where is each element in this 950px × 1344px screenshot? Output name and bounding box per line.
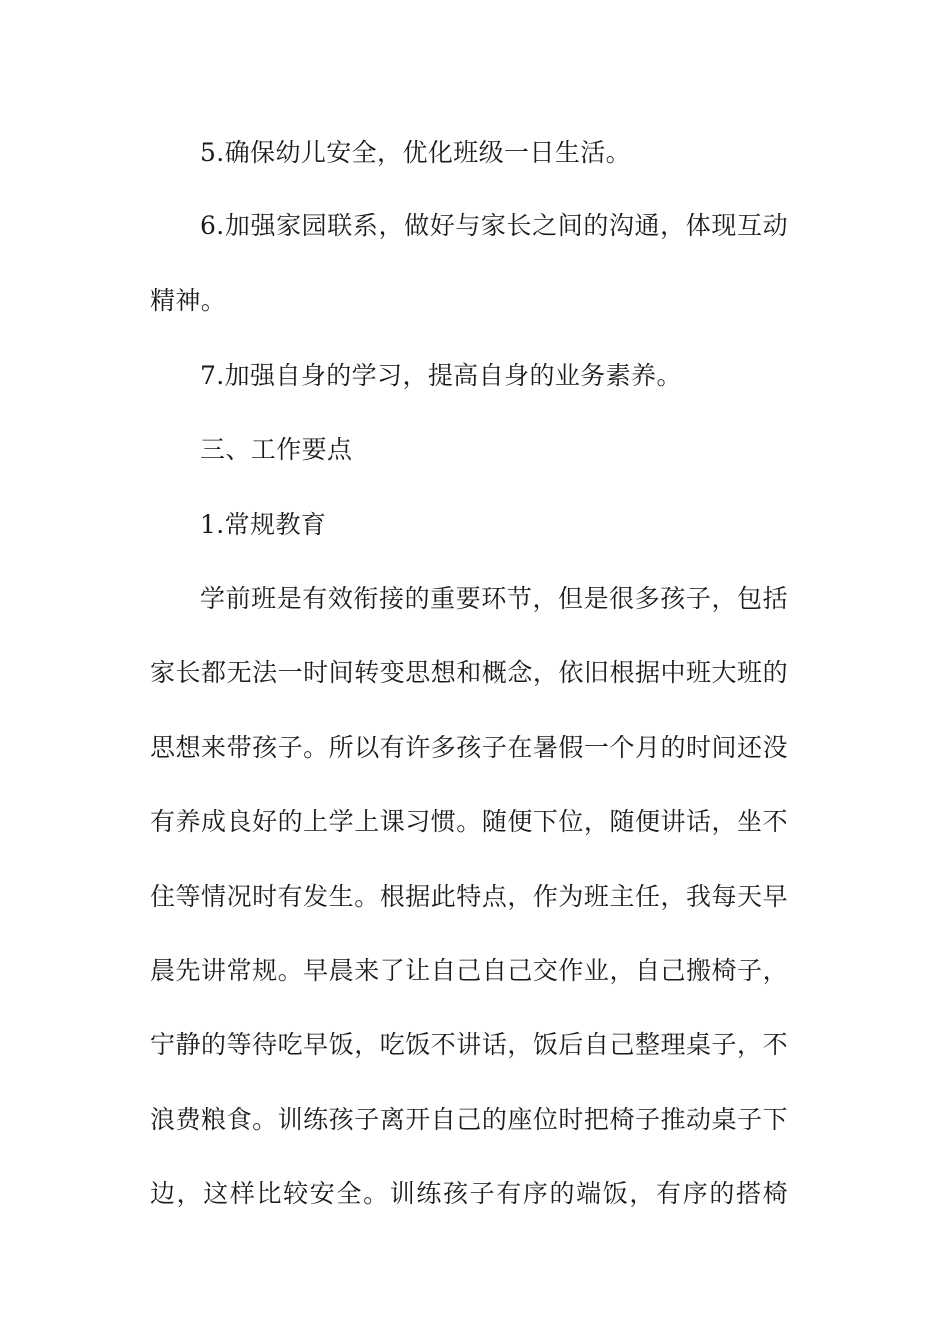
paragraph-line: 浪费粮食。训练孩子离开自己的座位时把椅子推动桌子下 xyxy=(150,1105,788,1134)
paragraph-line: 宁静的等待吃早饭，吃饭不讲话，饭后自己整理桌子，不 xyxy=(150,1030,788,1059)
paragraph-line: 家长都无法一时间转变思想和概念，依旧根据中班大班的 xyxy=(150,658,788,687)
section-heading: 三、工作要点 xyxy=(200,435,353,464)
list-item-7: 7.加强自身的学习，提高自身的业务素养。 xyxy=(200,361,682,390)
paragraph-line: 思想来带孩子。所以有许多孩子在暑假一个月的时间还没 xyxy=(150,733,788,762)
list-item-6-continued: 精神。 xyxy=(150,286,227,315)
paragraph-line: 晨先讲常规。早晨来了让自己自己交作业，自己搬椅子， xyxy=(150,956,788,985)
paragraph-line: 边，这样比较安全。训练孩子有序的端饭，有序的搭椅 xyxy=(150,1179,788,1208)
list-item-5: 5.确保幼儿安全，优化班级一日生活。 xyxy=(200,138,632,167)
list-item-6: 6.加强家园联系，做好与家长之间的沟通，体现互动 xyxy=(200,211,788,240)
paragraph-line: 住等情况时有发生。根据此特点，作为班主任，我每天早 xyxy=(150,882,788,911)
paragraph-line: 有养成良好的上学上课习惯。随便下位，随便讲话，坐不 xyxy=(150,807,788,836)
subsection-heading: 1.常规教育 xyxy=(200,510,327,539)
paragraph-line: 学前班是有效衔接的重要环节，但是很多孩子，包括 xyxy=(200,584,788,613)
